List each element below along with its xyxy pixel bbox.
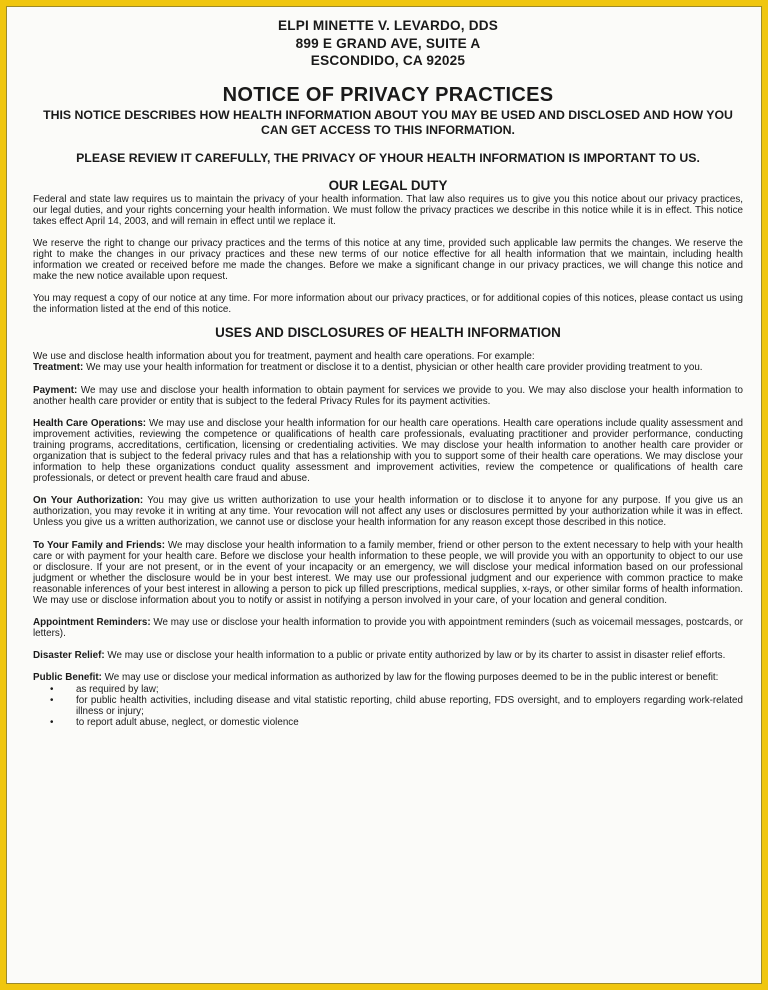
authorization-text: You may give us written authorization to use your health information or to disclose it to anyone for any purpose. If you give us an authorization, you may revoke it in writing at any time. Your revocation will not affect any uses or disclosures permitted by your authorization while it was in effect. Unless you give us a written authorization, we cannot use or disclose your health information for any reason except those described in this notice.	[33, 495, 743, 529]
legal-duty-paragraph-2: We reserve the right to change our privacy practices and the terms of this notice at any time, provided such applicable law permits the changes. We reserve the right to make the changes in our privacy practices and these new terms of our notice effective for all health information that we maintain, including health information we created or received before me made the changes. Before we make a significant change in our privacy practices, we will change this notice and make the new notice available upon request.	[33, 237, 743, 283]
family-text: We may disclose your health information to a family member, friend or other person to the extent necessary to help with your health care or with payment for your health care. Before we disclose your health information to these people, we will provide you with an opportunity to object to our use or disclosure. If your are not present, or in the event of your incapacity or an emergency, we will disclose your medical information based on our professional judgment or whether the disclosure would be in your best interest. We may use our professional judgment and our experience with common practice to make reasonable inferences of your best interest in allowing a person to pick up filled prescriptions, medical supplies, x-rays, or other similar forms of health information. We may use or disclose information about you to notify or assist in notifying a person involved in your care, of your location and general condition.	[33, 539, 743, 607]
legal-duty-heading: OUR LEGAL DUTY	[328, 177, 448, 193]
public-benefit-text: We may use or disclose your medical information as authorized by law for the flowing purposes deemed to be in the public interest or benefit:	[104, 672, 719, 684]
page-frame	[6, 6, 762, 984]
list-item-text: to report adult abuse, neglect, or domestic violence	[76, 716, 299, 728]
authorization-label: On Your Authorization:	[33, 495, 144, 507]
payment-label: Payment:	[33, 384, 78, 396]
document-subtitle: THIS NOTICE DESCRIBES HOW HEALTH INFORMATION ABOUT YOU MAY BE USED AND DISCLOSED AND HOW YOU CAN GET ACCESS TO THIS INFORMATION.	[43, 107, 733, 137]
list-item-text: for public health activities, including disease and vital statistic reporting, child abuse reporting, FDS oversight, and to employers regarding work-related illness or injury;	[76, 694, 743, 717]
list-item	[33, 717, 743, 728]
payment-text: We may use and disclose your health information to obtain payment for services we provide to you. We may also disclose your health information to another health care provider or entity that is subject to the federal Privacy Rules for its payment activities.	[33, 384, 743, 407]
uses-intro: We use and disclose health information about you for treatment, payment and health care operations. For example:	[33, 351, 535, 363]
treatment-label: Treatment:	[33, 362, 84, 374]
disaster-text: We may use or disclose your health information to a public or private entity authorized by law or by its charter to assist in disaster relief efforts.	[107, 650, 726, 662]
treatment-text: We may use your health information for treatment or disclose it to a dentist, physician or other health care provider providing treatment to you.	[86, 362, 703, 374]
public-benefit-paragraph	[33, 672, 743, 683]
bullet-icon: •	[50, 683, 54, 695]
uses-heading: USES AND DISCLOSURES OF HEALTH INFORMATION	[215, 325, 561, 341]
bullet-icon: •	[50, 694, 54, 706]
reminders-paragraph	[33, 617, 743, 639]
list-item	[33, 695, 743, 717]
disaster-paragraph	[33, 650, 743, 661]
document-page	[33, 17, 743, 728]
practice-address-line1: 899 E GRAND AVE, SUITE A	[295, 35, 481, 51]
reminders-text: We may use or disclose your health information to provide you with appointment reminders (such as voicemail messages, postcards, or letters).	[33, 617, 743, 640]
practice-name: ELPI MINETTE V. LEVARDO, DDS	[277, 18, 499, 33]
legal-duty-paragraph-1: Federal and state law requires us to maintain the privacy of your health information. That law also requires us to give you this notice about our privacy practices, our legal duties, and your rights concerning your health information. We must follow the privacy practices we describe in this notice while it is in effect. This notice takes effect April 14, 2003, and will remain in effect until we replace it.	[33, 193, 743, 227]
operations-text: We may use and disclose your health information for our health care operations. Health care operations include quality assessment and improvement activities, reviewing the competence or qualifications of health care professionals, evaluating practitioner and provider performance, conducting training programs, accreditations, certification, licensing or credentialing activities. We may disclose your health information to another health care provider or organization that is subject to the federal privacy rules and that has a relationship with you to support some of their health care operations. We may disclose your information to help these organizations conduct quality assessment and improvement activities, review the competence or qualifications of health care professionals, or detect or prevent health care fraud and abuse.	[33, 417, 743, 485]
public-benefit-list	[33, 684, 743, 728]
review-notice: PLEASE REVIEW IT CAREFULLY, THE PRIVACY OF YHOUR HEALTH INFORMATION IS IMPORTANT TO US.	[76, 150, 700, 165]
disaster-label: Disaster Relief:	[33, 650, 105, 662]
authorization-paragraph	[33, 495, 743, 528]
reminders-label: Appointment Reminders:	[33, 617, 151, 629]
list-item	[33, 684, 743, 695]
family-label: To Your Family and Friends:	[33, 539, 165, 551]
treatment-paragraph	[33, 362, 743, 373]
operations-paragraph	[33, 418, 743, 485]
practice-header	[33, 17, 743, 70]
document-title: NOTICE OF PRIVACY PRACTICES	[222, 83, 554, 106]
list-item-text: as required by law;	[76, 683, 159, 695]
family-paragraph	[33, 540, 743, 607]
bullet-icon: •	[50, 716, 54, 728]
payment-paragraph	[33, 385, 743, 407]
operations-label: Health Care Operations:	[33, 417, 147, 429]
practice-address-line2: ESCONDIDO, CA 92025	[310, 53, 466, 68]
legal-duty-paragraph-3: You may request a copy of our notice at any time. For more information about our privacy practices, or for additional copies of this notices, please contact us using the information listed at the end of this notice.	[33, 293, 743, 316]
public-benefit-label: Public Benefit:	[33, 672, 102, 684]
